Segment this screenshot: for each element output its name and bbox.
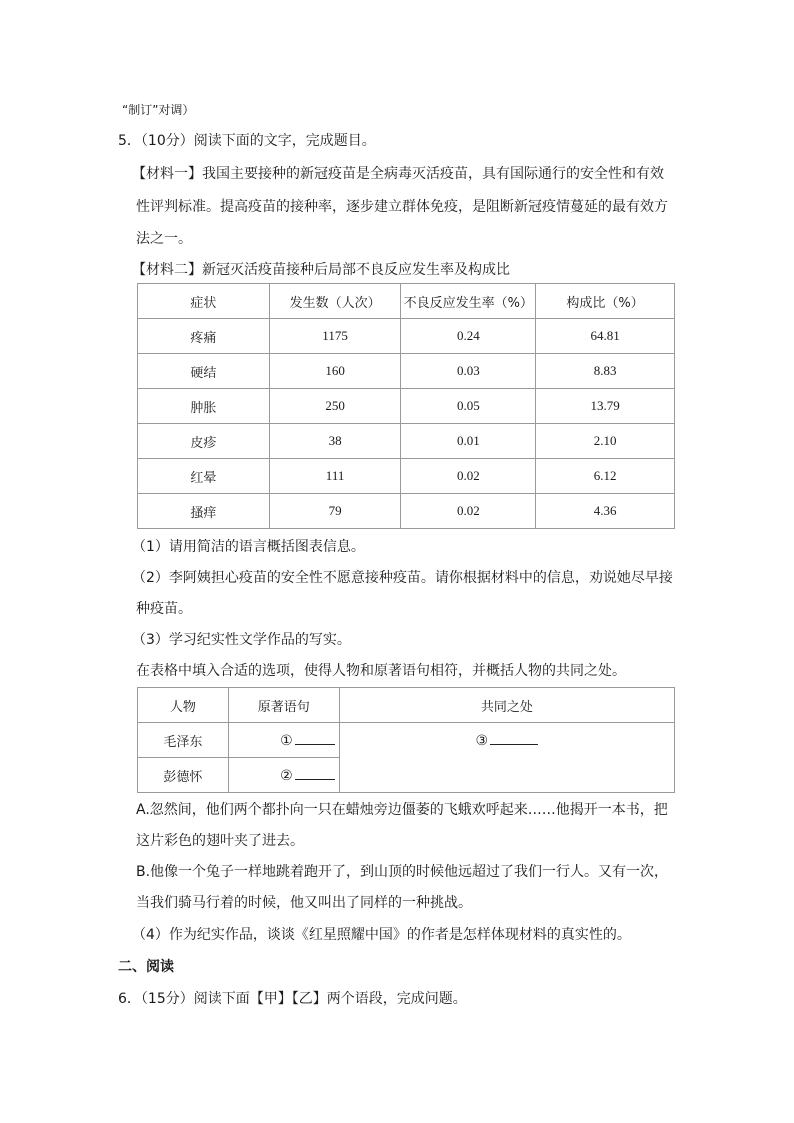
count-cell: 250 — [269, 389, 401, 424]
count-cell: 1175 — [269, 319, 401, 354]
count-cell: 111 — [269, 459, 401, 494]
column-header-symptom: 症状 — [138, 284, 270, 319]
symptom-cell: 肿胀 — [138, 389, 270, 424]
count-cell: 38 — [269, 424, 401, 459]
quote-cell-1[interactable] — [228, 723, 339, 758]
column-header-common: 共同之处 — [339, 688, 674, 723]
option-a-line-1: A.忽然间，他们两个都扑向一只在蜡烛旁边僵萎的飞蛾欢呼起来……他揭开一本书，把 — [136, 802, 668, 818]
rate-cell: 0.24 — [401, 319, 536, 354]
table-row — [138, 494, 675, 529]
material-2-title: 【材料二】新冠灭活疫苗接种后局部不良反应发生率及构成比 — [132, 262, 510, 278]
table-row — [138, 389, 675, 424]
question-5-header: 5．（10分）阅读下面的文字，完成题目。 — [118, 133, 376, 149]
table-row — [138, 459, 675, 494]
table-row — [138, 319, 675, 354]
rate-cell: 0.02 — [401, 494, 536, 529]
symptom-cell: 硬结 — [138, 354, 270, 389]
rate-cell: 0.03 — [401, 354, 536, 389]
table-row — [138, 723, 675, 758]
column-header-person: 人物 — [138, 688, 229, 723]
option-a-line-2: 这片彩色的翅叶夹了进去。 — [136, 833, 304, 849]
symptom-cell: 疼痛 — [138, 319, 270, 354]
material-1-line-3: 法之一。 — [136, 231, 192, 247]
material-1-line-2: 性评判标准。提高疫苗的接种率，逐步建立群体免疫，是阻断新冠疫情蔓延的最有效方 — [136, 199, 668, 215]
sub-question-1: （1）请用简洁的语言概括图表信息。 — [132, 539, 365, 555]
section-2-heading: 二、阅读 — [118, 959, 174, 975]
rate-cell: 0.05 — [401, 389, 536, 424]
table-row — [138, 354, 675, 389]
option-b-line-2: 当我们骑马行着的时候，他又叫出了同样的一种挑战。 — [136, 895, 472, 911]
blank-label-1: ① — [280, 733, 293, 749]
sub-question-2-line-1: （2）李阿姨担心疫苗的安全性不愿意接种疫苗。请你根据材料中的信息，劝说她尽早接 — [132, 570, 673, 586]
count-cell: 160 — [269, 354, 401, 389]
answer-blank-2[interactable] — [295, 766, 335, 780]
rate-cell: 0.01 — [401, 424, 536, 459]
column-header-count: 发生数（人次） — [269, 284, 401, 319]
answer-blank-3[interactable] — [490, 731, 538, 745]
answer-blank-1[interactable] — [295, 731, 335, 745]
ratio-cell: 8.83 — [536, 354, 675, 389]
symptom-cell: 搔痒 — [138, 494, 270, 529]
sub-question-3-instruction: 在表格中填入合适的选项，使得人物和原著语句相符，并概括人物的共同之处。 — [136, 663, 626, 679]
column-header-ratio: 构成比（%） — [536, 284, 675, 319]
question-6-header: 6．（15分）阅读下面【甲】【乙】两个语段，完成问题。 — [118, 991, 467, 1007]
sub-question-4: （4）作为纪实作品，谈谈《红星照耀中国》的作者是怎样体现材料的真实性的。 — [132, 927, 631, 943]
ratio-cell: 13.79 — [536, 389, 675, 424]
ratio-cell: 4.36 — [536, 494, 675, 529]
table-header-row — [138, 688, 675, 723]
ratio-cell: 6.12 — [536, 459, 675, 494]
person-cell-mao: 毛泽东 — [138, 723, 229, 758]
material-1-line-1: 【材料一】我国主要接种的新冠疫苗是全病毒灭活疫苗，具有国际通行的安全性和有效 — [132, 166, 664, 182]
table-row — [138, 424, 675, 459]
quote-cell-2[interactable] — [228, 758, 339, 793]
ratio-cell: 2.10 — [536, 424, 675, 459]
symptom-cell: 红晕 — [138, 459, 270, 494]
adverse-reaction-table — [137, 283, 675, 529]
rate-cell: 0.02 — [401, 459, 536, 494]
blank-label-3: ③ — [475, 733, 489, 749]
table-header-row — [138, 284, 675, 319]
option-b-line-1: B.他像一个兔子一样地跳着跑开了，到山顶的时候他远超过了我们一行人。又有一次， — [136, 864, 669, 880]
symptom-cell: 皮疹 — [138, 424, 270, 459]
sub-question-3: （3）学习纪实性文学作品的写实。 — [132, 632, 351, 648]
person-cell-peng: 彭德怀 — [138, 758, 229, 793]
column-header-rate: 不良反应发生率（%） — [401, 284, 536, 319]
sub-question-2-line-2: 种疫苗。 — [136, 601, 192, 617]
ratio-cell: 64.81 — [536, 319, 675, 354]
person-quote-table — [137, 687, 675, 793]
blank-label-2: ② — [280, 768, 293, 784]
column-header-quote: 原著语句 — [228, 688, 339, 723]
count-cell: 79 — [269, 494, 401, 529]
common-cell[interactable] — [339, 723, 674, 793]
top-note: “制订”对调） — [122, 103, 195, 117]
